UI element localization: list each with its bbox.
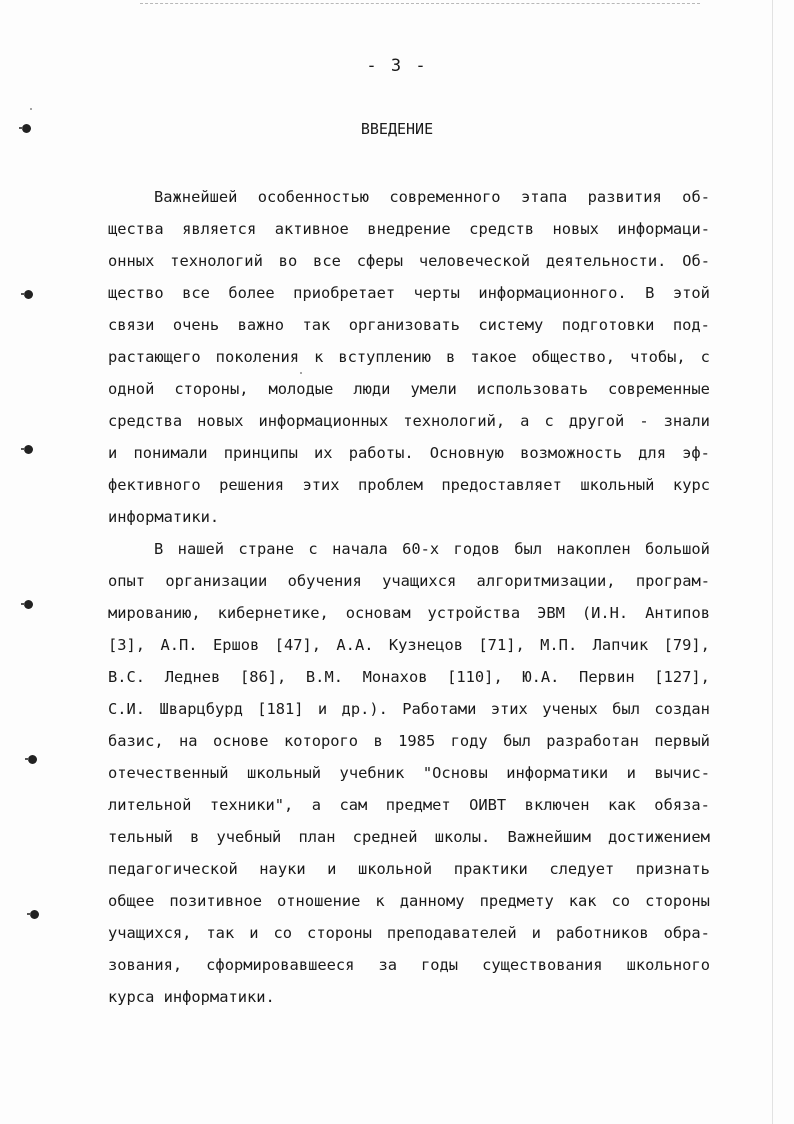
word: за: [378, 956, 397, 974]
binder-hole-mark: [24, 290, 33, 299]
binder-hole-mark: [24, 445, 33, 454]
word: сам: [339, 796, 368, 814]
word: зования,: [108, 956, 183, 974]
word: [181]: [257, 700, 304, 718]
word: этапа: [520, 188, 568, 206]
text-line: [108, 885, 710, 917]
word: внедрение: [367, 220, 451, 238]
word: опыт: [108, 572, 146, 590]
word: современного: [389, 188, 501, 206]
word: онных: [108, 252, 155, 270]
word: в: [373, 732, 383, 750]
word: позитивное: [169, 892, 263, 910]
word: накоплен: [556, 540, 631, 558]
word: как: [608, 796, 636, 814]
word: Ершов: [212, 636, 260, 654]
word: 1985: [398, 732, 436, 750]
word: А.А.: [336, 636, 374, 654]
word: к: [375, 892, 385, 910]
word: стране: [238, 540, 295, 558]
word: отношение: [277, 892, 361, 910]
word: Леднев: [164, 668, 221, 686]
word: стороны: [645, 892, 710, 910]
word: об-: [682, 188, 710, 206]
word: основе: [212, 732, 269, 750]
text-line: информатики.: [108, 508, 220, 526]
top-edge-line: [140, 3, 700, 4]
word: черты: [413, 284, 460, 302]
word: большой: [645, 540, 710, 558]
word: Первин: [579, 668, 635, 686]
word: щества: [108, 220, 164, 238]
word: учащихся: [382, 572, 457, 590]
word: был: [514, 540, 543, 558]
word: люди: [353, 380, 391, 398]
word: учебник: [339, 764, 405, 782]
word: на: [179, 732, 198, 750]
word: В: [645, 284, 655, 302]
word: молодые: [268, 380, 334, 398]
word: технологий,: [403, 412, 506, 430]
word: поколения: [215, 348, 300, 366]
word: этой: [672, 284, 710, 302]
page-number: - 3 -: [366, 56, 428, 76]
word: является: [182, 220, 257, 238]
word: во: [278, 252, 298, 270]
word: школьной: [358, 860, 433, 878]
word: информатики: [506, 764, 609, 782]
word: связи: [108, 316, 155, 334]
text-line: [108, 853, 710, 885]
word: алгоритмизации,: [476, 572, 616, 590]
text-line: [108, 757, 710, 789]
word: стороны,: [174, 380, 249, 398]
word: предмет: [385, 796, 451, 814]
word: активное: [274, 220, 349, 238]
word: фективного: [108, 476, 201, 494]
text-line: [108, 245, 710, 277]
word: в: [446, 348, 456, 366]
word: такое: [470, 348, 517, 366]
binder-hole-mark: [28, 755, 37, 764]
word: учащихся,: [108, 924, 192, 942]
word: понимали: [133, 444, 208, 462]
word: А.П.: [160, 636, 198, 654]
word: был: [612, 700, 640, 718]
word: обяза-: [654, 796, 710, 814]
word: науки: [259, 860, 306, 878]
word: [3],: [108, 636, 146, 654]
text-line: [108, 565, 710, 597]
word: ОИВТ: [469, 796, 507, 814]
word: С.И.: [108, 700, 146, 718]
word: В.М.: [305, 668, 343, 686]
word: базис,: [108, 732, 164, 750]
text-line: [108, 693, 710, 725]
text-line: [108, 373, 710, 405]
word: годов: [453, 540, 500, 558]
word: [86],: [239, 668, 287, 686]
word: начала: [332, 540, 388, 558]
word: план: [298, 828, 336, 846]
word: общее: [108, 892, 155, 910]
word: создан: [654, 700, 710, 718]
word: этих: [302, 476, 340, 494]
word: особенностью: [257, 188, 369, 206]
word: возможность: [520, 444, 622, 462]
word: ученых: [542, 700, 598, 718]
word: др.).: [341, 700, 388, 718]
word: Ю.А.: [522, 668, 560, 686]
word: умели: [410, 380, 457, 398]
word: средней: [352, 828, 418, 846]
word: принципы: [223, 444, 298, 462]
word: информационного.: [478, 284, 627, 302]
text-line: [108, 949, 710, 981]
word: со: [273, 924, 293, 942]
word: техники",: [209, 796, 294, 814]
text-line: [108, 821, 710, 853]
word: предоставляет: [441, 476, 562, 494]
word: Антипов: [645, 604, 710, 622]
word: и: [108, 444, 118, 462]
word: обра-: [663, 924, 710, 942]
word: решения: [219, 476, 285, 494]
word: Монахов: [362, 668, 428, 686]
word: практики: [453, 860, 528, 878]
word: для: [638, 444, 666, 462]
word: следует: [549, 860, 615, 878]
word: использовать: [476, 380, 588, 398]
word: предмету: [479, 892, 554, 910]
word: 60-х: [402, 540, 440, 558]
binder-hole-mark: [24, 600, 33, 609]
word: щество: [108, 284, 164, 302]
word: работников: [555, 924, 649, 942]
word: Работами: [402, 700, 477, 718]
word: проблем: [358, 476, 423, 494]
text-line: [108, 597, 710, 629]
right-edge-line: [772, 0, 773, 1124]
word: и: [327, 860, 337, 878]
text-line: [108, 917, 710, 949]
word: школы.: [434, 828, 491, 846]
text-line: [108, 725, 710, 757]
word: сформировавшееся: [206, 956, 355, 974]
word: вычис-: [654, 764, 710, 782]
word: нашей: [177, 540, 225, 558]
word: данному: [399, 892, 465, 910]
word: знали: [663, 412, 710, 430]
word: с: [544, 412, 554, 430]
word: которого: [283, 732, 359, 750]
word: а: [311, 796, 322, 814]
word: современные: [607, 380, 710, 398]
word: другой: [568, 412, 625, 430]
word: В.С.: [108, 668, 146, 686]
word: [71],: [478, 636, 525, 654]
word: эф-: [682, 444, 710, 462]
word: достижением: [607, 828, 710, 846]
word: их: [314, 444, 333, 462]
word: отечественный: [108, 764, 229, 782]
word: лительной: [108, 796, 192, 814]
word: человеческой: [418, 252, 531, 270]
word: средства: [108, 412, 183, 430]
word: (И.Н.: [581, 604, 629, 622]
word: Шварцбурд: [159, 700, 243, 718]
word: деятельности.: [545, 252, 667, 270]
word: тельный: [108, 828, 173, 846]
word: Кузнецов: [388, 636, 464, 654]
word: признать: [635, 860, 710, 878]
word: школьный: [580, 476, 655, 494]
word: важно: [237, 316, 284, 334]
word: как: [568, 892, 597, 910]
text-line: [108, 469, 710, 501]
word: году: [450, 732, 488, 750]
body-text: [108, 181, 710, 1013]
text-line: [108, 277, 710, 309]
word: новых: [197, 412, 244, 430]
word: и: [531, 924, 541, 942]
word: организации: [165, 572, 268, 590]
word: [110],: [447, 668, 503, 686]
text-line: [108, 405, 710, 437]
word: одной: [108, 380, 155, 398]
text-line: курса информатики.: [108, 988, 275, 1006]
word: М.П.: [540, 636, 578, 654]
word: стороны: [307, 924, 372, 942]
word: кибернетике,: [217, 604, 329, 622]
word: педагогической: [108, 860, 238, 878]
text-line: [108, 181, 710, 213]
word: организовать: [348, 316, 460, 334]
word: этих: [490, 700, 528, 718]
section-heading: ВВЕДЕНИЕ: [360, 120, 434, 138]
word: и: [249, 924, 259, 942]
word: устройства: [427, 604, 521, 622]
word: чтобы,: [630, 348, 686, 366]
word: преподавателей: [386, 924, 517, 942]
word: "Основы: [422, 764, 488, 782]
word: ЭВМ: [537, 604, 565, 622]
word: и: [317, 700, 328, 718]
word: мированию,: [108, 604, 201, 622]
word: систему: [478, 316, 544, 334]
word: В: [154, 540, 164, 558]
word: под-: [672, 316, 710, 334]
word: програм-: [635, 572, 710, 590]
word: [127],: [654, 668, 710, 686]
text-line: [108, 661, 710, 693]
word: очень: [172, 316, 220, 334]
text-line: [108, 437, 710, 469]
word: растающего: [108, 348, 201, 366]
word: общество,: [531, 348, 616, 366]
word: школьный: [246, 764, 322, 782]
word: Важнейшей: [154, 188, 238, 206]
word: -: [639, 412, 649, 430]
word: подготовки: [561, 316, 655, 334]
word: а: [520, 412, 530, 430]
word: [47],: [274, 636, 322, 654]
word: все: [313, 252, 341, 270]
word: новых: [552, 220, 599, 238]
scan-speck: [30, 108, 32, 110]
word: Лапчик: [592, 636, 649, 654]
word: курс: [672, 476, 710, 494]
word: сферы: [356, 252, 404, 270]
word: Важнейшим: [507, 828, 591, 846]
binder-hole-mark: [30, 910, 39, 919]
word: все: [182, 284, 210, 302]
word: разработан: [546, 732, 639, 750]
word: в: [190, 828, 200, 846]
text-line: [108, 533, 710, 565]
word: обучения: [287, 572, 362, 590]
word: учебный: [216, 828, 282, 846]
word: работы.: [348, 444, 414, 462]
word: основам: [345, 604, 411, 622]
word: годы: [421, 956, 459, 974]
word: информационных: [258, 412, 389, 430]
word: со: [611, 892, 631, 910]
text-line: [108, 341, 710, 373]
text-line: [108, 309, 710, 341]
word: с: [700, 348, 710, 366]
word: технологий: [170, 252, 263, 270]
word: более: [228, 284, 275, 302]
word: существования: [482, 956, 603, 974]
word: Основную: [429, 444, 504, 462]
word: так: [302, 316, 331, 334]
word: так: [206, 924, 235, 942]
word: приобретает: [293, 284, 396, 302]
word: школьного: [626, 956, 710, 974]
word: развития: [587, 188, 662, 206]
word: [79],: [663, 636, 710, 654]
word: средств: [469, 220, 535, 238]
word: включен: [524, 796, 590, 814]
word: вступлению: [338, 348, 432, 366]
word: первый: [654, 732, 710, 750]
word: Об-: [682, 252, 710, 270]
word: и: [626, 764, 636, 782]
word: был: [503, 732, 531, 750]
text-line: [108, 789, 710, 821]
text-line: [108, 629, 710, 661]
word: с: [308, 540, 318, 558]
word: к: [314, 348, 324, 366]
word: информаци-: [617, 220, 710, 238]
text-line: [108, 213, 710, 245]
